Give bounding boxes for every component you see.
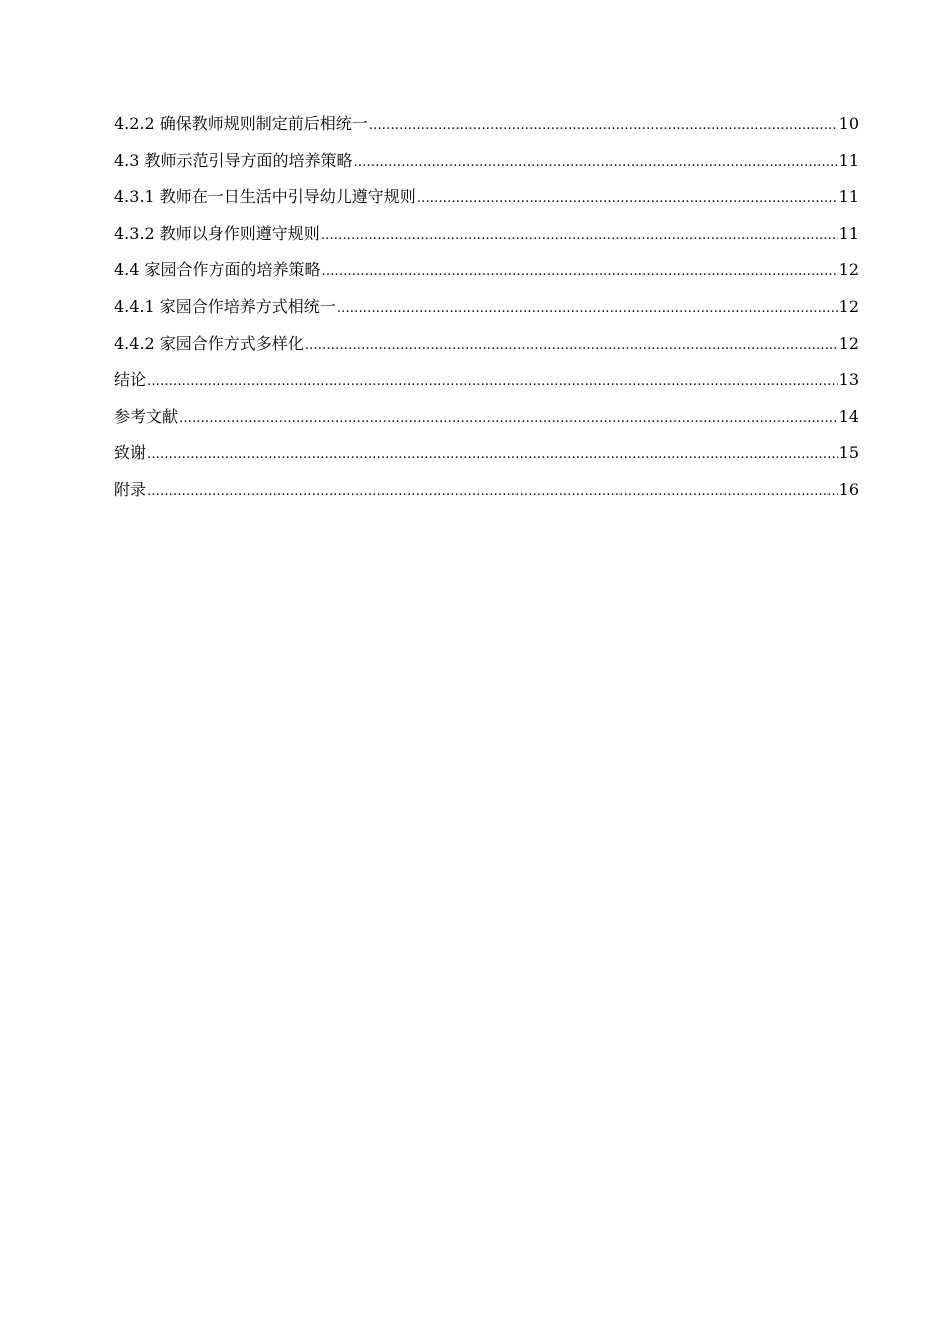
toc-page-number: 11 (838, 187, 859, 207)
toc-page-number: 12 (838, 260, 859, 280)
toc-dot-leader (369, 114, 838, 136)
toc-entry-appendix[interactable] (114, 480, 859, 517)
toc-entry-title: 结论 (114, 370, 147, 390)
toc-dot-leader (179, 407, 838, 429)
toc-entry-references[interactable] (114, 407, 859, 444)
toc-entry-4-4-1[interactable] (114, 297, 859, 334)
toc-dot-leader (147, 443, 838, 465)
table-of-contents (114, 114, 859, 517)
toc-dot-leader (305, 334, 838, 356)
toc-entry-title: 附录 (114, 479, 147, 499)
toc-entry-title: 4.3.1 教师在一日生活中引导幼儿遵守规则 (114, 187, 416, 207)
toc-entry-title: 致谢 (114, 443, 147, 463)
toc-dot-leader (147, 480, 838, 502)
toc-page-number: 12 (838, 296, 859, 316)
toc-dot-leader (321, 224, 838, 246)
toc-page-number: 12 (838, 333, 859, 353)
toc-page-number: 13 (838, 370, 859, 390)
toc-entry-title: 4.3 教师示范引导方面的培养策略 (114, 150, 353, 170)
toc-entry-4-3-1[interactable] (114, 187, 859, 224)
toc-entry-title: 4.3.2 教师以身作则遵守规则 (114, 223, 320, 243)
toc-entry-4-4[interactable] (114, 260, 859, 297)
toc-dot-leader (354, 151, 838, 173)
toc-dot-leader (417, 187, 838, 209)
toc-entry-4-2-2[interactable] (114, 114, 859, 151)
toc-entry-conclusion[interactable] (114, 370, 859, 407)
toc-page-number: 14 (838, 406, 859, 426)
toc-entry-title: 4.4.2 家园合作方式多样化 (114, 333, 304, 353)
toc-entry-title: 4.2.2 确保教师规则制定前后相统一 (114, 114, 368, 133)
toc-entry-title: 4.4 家园合作方面的培养策略 (114, 260, 321, 280)
toc-entry-4-3-2[interactable] (114, 224, 859, 261)
toc-dot-leader (337, 297, 838, 319)
toc-entry-title: 4.4.1 家园合作培养方式相统一 (114, 296, 336, 316)
toc-page-number: 15 (838, 443, 859, 463)
toc-entry-4-3[interactable] (114, 151, 859, 188)
toc-page-number: 10 (838, 114, 859, 133)
toc-page-number: 16 (838, 479, 859, 499)
toc-dot-leader (147, 370, 838, 392)
toc-entry-4-4-2[interactable] (114, 334, 859, 371)
toc-page-number: 11 (838, 150, 859, 170)
toc-entry-title: 参考文献 (114, 406, 179, 426)
toc-entry-acknowledgements[interactable] (114, 443, 859, 480)
toc-dot-leader (322, 260, 838, 282)
toc-page-number: 11 (838, 223, 859, 243)
